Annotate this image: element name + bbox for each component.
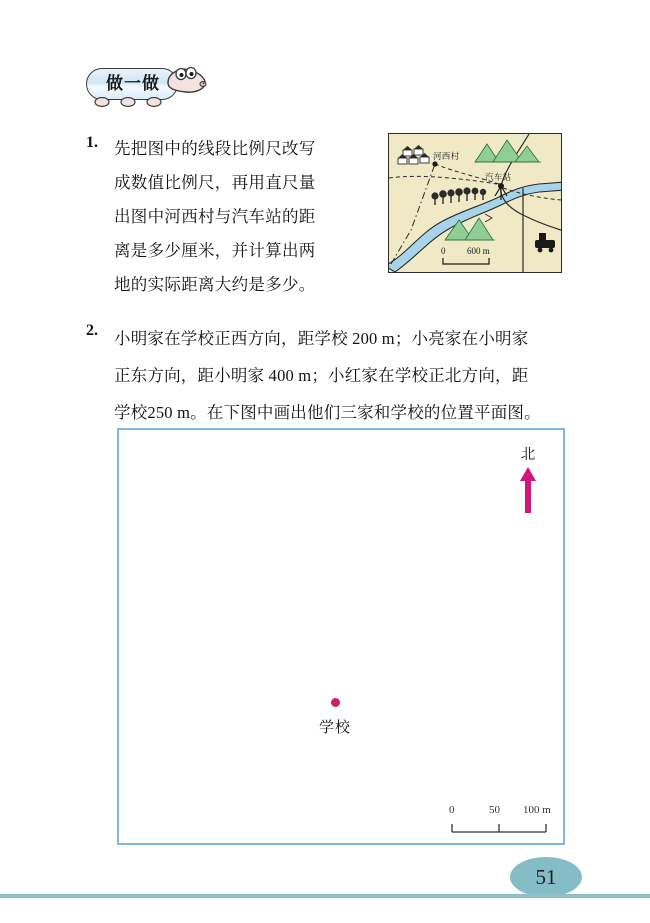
banner-feet-icon [92, 96, 178, 108]
north-indicator [511, 443, 545, 515]
problem-1-line: 成数值比例尺，再用直尺量 [114, 173, 316, 192]
problem-1-line: 离是多少厘米，并计算出两 [114, 241, 316, 260]
problem-1-line: 先把图中的线段比例尺改写 [114, 139, 316, 158]
plan-scale-ticks-icon [449, 820, 555, 830]
problem-1-line: 地的实际距离大约是多少。 [114, 275, 316, 294]
plan-scale-mid: 50 [489, 804, 500, 816]
map-figure [388, 133, 562, 273]
problem-1-number: 1. [86, 134, 98, 151]
school-label: 学校 [318, 720, 351, 736]
north-label: 北 [520, 447, 536, 463]
plan-scale-bar [449, 804, 559, 836]
problem-2-line: 学校250 m。在下图中画出他们三家和学校的位置平面图。 [114, 403, 541, 422]
banner-label: 做一做 [106, 74, 160, 93]
do-it-yourself-banner [86, 60, 206, 106]
map-bus-station-label: 汽车站 [485, 172, 512, 182]
school-point-icon [331, 698, 340, 707]
map-scale-start: 0 [441, 246, 446, 256]
plan-scale-end: 100 m [523, 804, 551, 816]
map-scale-end: 600 m [467, 246, 490, 256]
page-number: 51 [535, 864, 557, 889]
problem-2-number: 2. [86, 322, 98, 339]
school-marker [305, 698, 365, 746]
answer-plan-box[interactable] [117, 428, 565, 845]
problem-2-text [114, 320, 541, 431]
map-village-label: 河西村 [433, 151, 460, 161]
problem-1-text [114, 132, 316, 302]
footer-rule [0, 894, 650, 898]
page-number-badge [510, 857, 582, 897]
caterpillar-mascot-icon [166, 65, 208, 99]
north-arrow-icon [511, 465, 545, 515]
problem-1-line: 出图中河西村与汽车站的距 [114, 207, 316, 226]
plan-scale-start: 0 [449, 804, 455, 816]
problem-2-line: 小明家在学校正西方向，距学校 200 m；小亮家在小明家 [114, 329, 529, 348]
problem-2-line: 正东方向，距小明家 400 m；小红家在学校正北方向，距 [114, 366, 529, 385]
